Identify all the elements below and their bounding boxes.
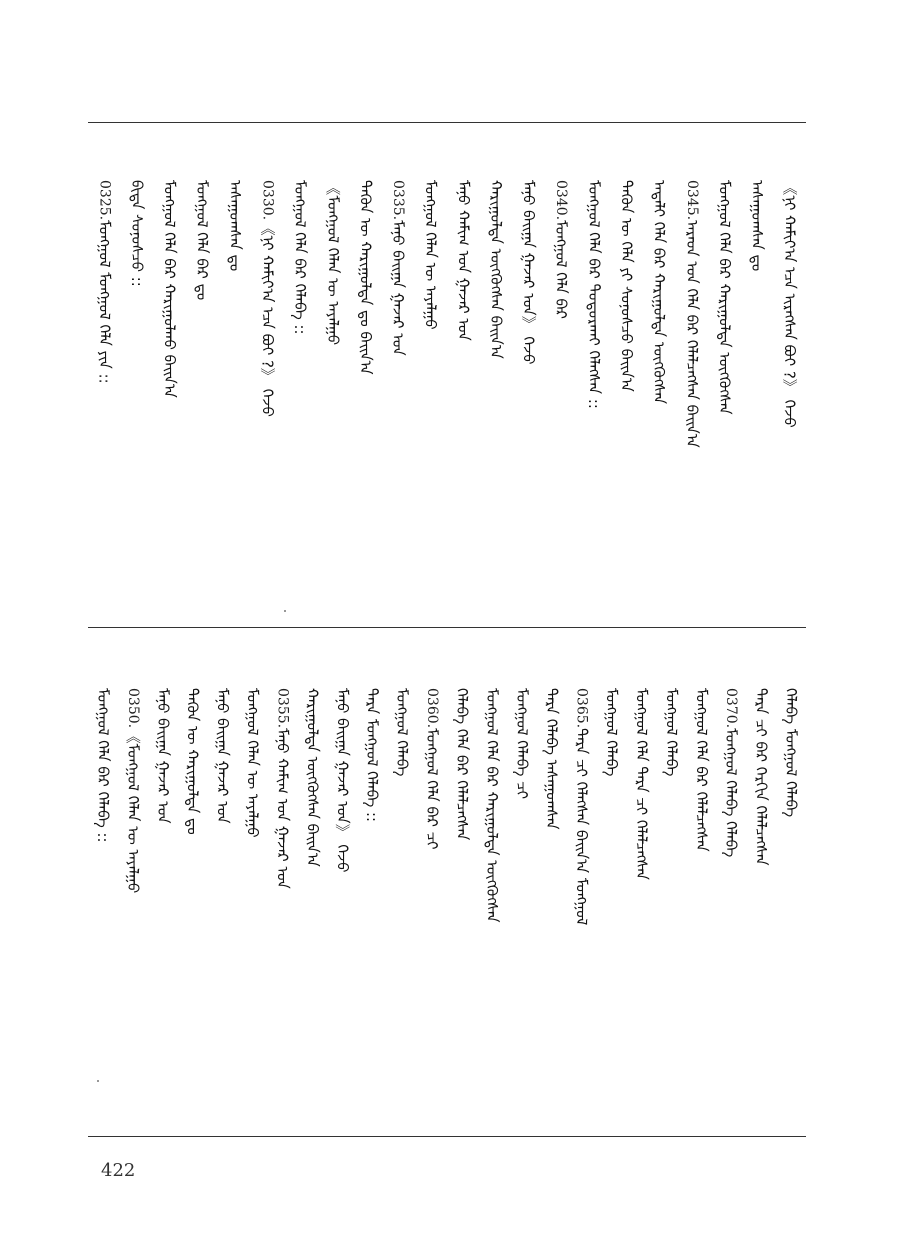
verse-line [519,180,539,365]
verse-line [362,688,382,822]
verse-line [332,688,352,873]
line-number: 0365. [573,688,590,729]
verse-line [584,180,604,409]
verse-text: ᠠᠰᠠᠭᠤᠭᠰᠠᠨ ᠳᠤ [225,180,244,272]
verse-line [572,688,592,925]
verse-text: ᠮᠣᠩᠭᠣᠯ ᠬᠡᠯᠡᠪᠡ [602,688,621,777]
verse-line [486,180,506,359]
verse-text: ᠮᠠᠨᠤ ᠪᠠᠢᠭᠠ ᠭᠠᠵᠠᠷ ᠤᠨ》 ᠭᠡᠵᠦ [519,180,538,365]
verse-text: ᠮᠣᠩᠭᠣᠯ ᠬᠡᠯᠡ ᠪᠡᠷ ᠬᠠᠷᠢᠭᠤᠯᠲᠠ ᠦᠭᠭᠦᠭᠰᠡᠨ [482,688,501,923]
verse-line [302,688,322,867]
verse-text: ᠠᠷᠠᠳ ᠤᠨ ᠬᠡᠯᠡ ᠪᠡᠷ ᠬᠡᠯᠡᠯᠴᠡᠭᠰᠡᠨ ᠪᠠᠢᠨ᠎ᠠ [682,220,701,448]
line-number: 0360. [424,688,441,729]
verse-line [127,180,147,287]
page-number: 422 [101,1160,136,1181]
verse-line [388,180,408,356]
verse-text: ᠮᠣᠩᠭᠣᠯ ᠮᠣᠩᠭᠣᠯ ᠬᠡᠯᠡ ᠶᠢᠨ :: [95,220,114,384]
verse-line [649,180,669,404]
verse-text: ᠮᠠᠨᠤ ᠪᠠᠢᠭᠠ ᠭᠠᠵᠠᠷ ᠤᠨ》 ᠭᠡᠵᠦ [333,688,352,873]
verse-text: ᠮᠣᠩᠭᠣᠯ ᠬᠡᠯᠡ ᠲᠡᠷᠡ ᠴᠢ ᠬᠡᠯᠡᠯᠴᠡᠭᠰᠡᠨ [632,688,651,880]
verse-text: ᠮᠣᠩᠭᠣᠯ ᠬᠡᠯᠡᠪᠡ [393,688,412,777]
verse-line [482,688,502,923]
verse-line [323,180,343,345]
verse-text: 《ᠨᠢ ᠬᠠᠮᠢᠶ᠎ᠠ ᠡᠴᠡ ᠢᠷᠡᠭᠰᠡᠨ ᠪᠤᠢ ?》 ᠭᠡᠵᠦ [780,180,799,428]
verse-text: ᠲᠡᠷᠡ ᠮᠣᠩᠭᠣᠯ ᠬᠡᠯᠡᠪᠡ :: [363,688,382,823]
verse-text: ᠮᠣᠩᠭᠣᠯ ᠬᠡᠯᠡ ᠪᠡᠷ ᠬᠡᠯᠡᠪᠡ :: [93,688,112,843]
verse-line [225,180,245,271]
verse-line [512,688,532,799]
verse-line [453,180,473,341]
verse-text: ᠬᠡᠯᠡᠪᠡ ᠮᠣᠩᠭᠣᠯ ᠬᠡᠯᠡᠪᠡ [782,688,801,818]
verse-line [691,688,711,852]
verse-text: ᠠᠳᠠᠯᠢ ᠬᠡᠯᠡ ᠪᠡᠷ ᠬᠠᠷᠢᠭᠤᠯᠲᠠ ᠦᠭᠭᠦᠭᠰᠡᠨ [650,180,669,405]
verse-line [780,180,800,428]
line-number: 0330. [259,180,276,221]
verse-line [272,688,292,889]
verse-line [94,180,114,384]
verse-line [392,688,412,776]
verse-line [542,688,562,830]
verse-line [123,688,143,893]
verse-line [751,688,771,866]
line-number: 0370. [723,688,740,729]
verse-text: ᠮᠣᠩᠭᠣᠯ ᠬᠡᠯᠡ ᠪᠡᠷ ᠳᠤ [193,180,212,301]
verse-text: ᠮᠣᠩᠭᠣᠯ ᠬᠡᠯᠡ ᠪᠡᠷ ᠴᠢ [423,728,442,850]
verse-text: ᠬᠠᠷᠢᠭᠤᠯᠲᠠ ᠦᠭᠭᠦᠭᠰᠡᠨ ᠪᠠᠢᠨ᠎ᠠ [303,688,322,867]
verse-text: ᠮᠠᠨᠤ ᠪᠠᠢᠭᠠ ᠭᠠᠵᠠᠷ ᠤᠨ [213,688,232,824]
verse-line [452,688,472,840]
verse-text: ᠬᠡᠯᠡᠪᠡ ᠬᠡᠯᠡ ᠪᠡᠷ ᠬᠡᠯᠡᠯᠴᠡᠭᠰᠡᠨ [452,688,471,841]
verse-line [721,688,741,857]
verse-text: ᠮᠠᠨᠤ ᠬᠠᠮᠢᠭ ᠤᠨ ᠭᠠᠵᠠᠷ ᠤᠨ [273,728,292,889]
verse-text: ᠮᠠᠨᠤ ᠪᠠᠢᠭᠠ ᠭᠠᠵᠠᠷ ᠤᠨ [153,688,172,824]
verse-line [781,688,801,817]
verse-line [258,180,278,417]
verse-text: ᠲᠡᠭᠦᠨ ᠦ ᠬᠠᠷᠢᠭᠤᠯᠲᠠ ᠳᠤ [183,688,202,835]
line-number: 0345. [683,180,700,221]
verse-text: ᠮᠣᠩᠭᠣᠯ ᠬᠡᠯᠡᠪᠡ ᠴᠢ [512,688,531,799]
scan-speck [97,1080,99,1082]
verse-line [421,180,441,330]
verse-line [602,688,622,776]
bottom-rule [88,1136,806,1137]
line-number: 0325. [96,180,113,221]
verse-line [160,180,180,398]
middle-rule [88,627,806,628]
line-number: 0350. [124,688,141,729]
verse-text: ᠮᠣᠩᠭᠣᠯ ᠬᠡᠯᠡ ᠪᠡᠷ ᠬᠡᠯᠡᠪᠡ :: [291,180,310,335]
verse-line [422,688,442,850]
verse-text: ᠮᠣᠩᠭᠣᠯ ᠬᠡᠯᠡᠪᠡ [662,688,681,777]
verse-line [183,688,203,835]
verse-text: ᠮᠣᠩᠭᠣᠯ ᠬᠡᠯᠡᠨ ᠦ ᠠᠶᠠᠯᠭᠤ [243,688,262,838]
line-number: 0340. [553,180,570,221]
verse-text: ᠲᠡᠷᠡ ᠴᠢ ᠪᠡᠷ ᠬᠡᠷᠬᠢᠨ ᠬᠡᠯᠡᠯᠴᠡᠭᠰᠡᠨ [752,688,771,866]
verse-text: ᠲᠡᠭᠦᠨ ᠦ ᠬᠠᠷᠢᠭᠤᠯᠲᠠ ᠳᠤ ᠪᠠᠢᠨ᠎ᠠ [356,180,375,375]
verse-text: ᠬᠠᠷᠢᠭᠤᠯᠲᠠ ᠦᠭᠭᠦᠭᠰᠡᠨ ᠪᠠᠢᠨ᠎ᠠ [486,180,505,359]
verse-block-bottom [88,688,806,1118]
top-rule [88,122,806,123]
verse-text: ᠮᠠᠨᠤ ᠬᠠᠮᠢᠭ ᠤᠨ ᠭᠠᠵᠠᠷ ᠤᠨ [454,180,473,341]
scan-speck [284,610,286,612]
verse-text: 《ᠨᠢ ᠬᠠᠮᠢᠶ᠎ᠠ ᠡᠴᠡ ᠪᠤᠢ ?》 ᠭᠡᠵᠦ [258,220,277,417]
verse-text: ᠮᠣᠩᠭᠣᠯ ᠬᠡᠯᠡ ᠪᠡᠷ ᠬᠠᠷᠢᠭᠤᠯᠬᠤ ᠪᠠᠢᠨ᠎ᠠ [160,180,179,398]
verse-line [192,180,212,300]
verse-line [631,688,651,880]
verse-line [290,180,310,335]
verse-text: ᠮᠠᠨᠤ ᠪᠠᠢᠭᠠ ᠭᠠᠵᠠᠷ ᠤᠨ [389,220,408,356]
verse-line [747,180,767,271]
verse-line [551,180,571,319]
verse-text: ᠲᠡᠷᠡ ᠴᠢ ᠬᠡᠯᠡᠭᠰᠡᠨ ᠪᠠᠢᠨ᠎ᠠ ᠮᠣᠩᠭᠣᠯ [572,728,591,926]
verse-text: ᠮᠣᠩᠭᠣᠯ ᠬᠡᠯᠡ ᠪᠡᠷ ᠲᠣᠳᠣᠷᠬᠠᠢ ᠬᠡᠯᠡᠭᠰᠡᠨ :: [584,180,603,409]
verse-text: ᠮᠣᠩᠭᠣᠯ ᠬᠡᠯᠡ ᠪᠡᠷ [552,220,571,319]
verse-text: 《ᠮᠣᠩᠭᠣᠯ ᠬᠡᠯᠡᠨ ᠦ ᠠᠶᠠᠯᠭᠤ [323,180,342,346]
verse-block-top [88,180,806,620]
verse-line [682,180,702,448]
verse-line [714,180,734,415]
verse-line [617,180,637,392]
verse-text: ᠮᠣᠩᠭᠣᠯ ᠬᠡᠯᠡᠨ ᠦ ᠠᠶᠠᠯᠭᠤ [421,180,440,330]
verse-text: ᠮᠣᠩᠭᠣᠯ ᠬᠡᠯᠡ ᠪᠡᠷ ᠬᠡᠯᠡᠯᠴᠡᠭᠰᠡᠨ [692,688,711,852]
verse-text: ᠮᠣᠩᠭᠣᠯ ᠬᠡᠯᠡ ᠪᠡᠷ ᠬᠠᠷᠢᠭᠤᠯᠲᠠ ᠦᠭᠭᠦᠭᠰᠡᠨ [715,180,734,415]
verse-line [153,688,173,824]
verse-text: 《ᠮᠣᠩᠭᠣᠯ ᠬᠡᠯᠡᠨ ᠦ ᠠᠶᠠᠯᠭᠤ [123,728,142,894]
verse-text: ᠲᠡᠷᠡ ᠬᠡᠯᠡᠪᠡ ᠠᠰᠠᠭᠤᠭᠰᠠᠨ [542,688,561,830]
line-number: 0355. [274,688,291,729]
verse-line [213,688,233,824]
line-number: 0335. [390,180,407,221]
verse-text: ᠠᠰᠠᠭᠤᠭᠰᠠᠨ ᠳᠤ [748,180,767,272]
verse-text: ᠮᠣᠩᠭᠣᠯ ᠬᠡᠯᠡᠪᠡ ᠬᠡᠯᠡᠪᠡ [722,728,741,858]
verse-text: ᠪᠢᠳᠡ ᠰᠣᠨᠣᠰᠴᠤ :: [127,180,146,287]
verse-line [93,688,113,843]
verse-line [661,688,681,776]
verse-line [355,180,375,375]
verse-line [243,688,263,838]
verse-text: ᠲᠡᠭᠦᠨ ᠦ ᠬᠡᠯᠡ ᠶᠢ ᠰᠣᠨᠣᠰᠴᠤ ᠪᠠᠢᠨ᠎ᠠ [617,180,636,392]
